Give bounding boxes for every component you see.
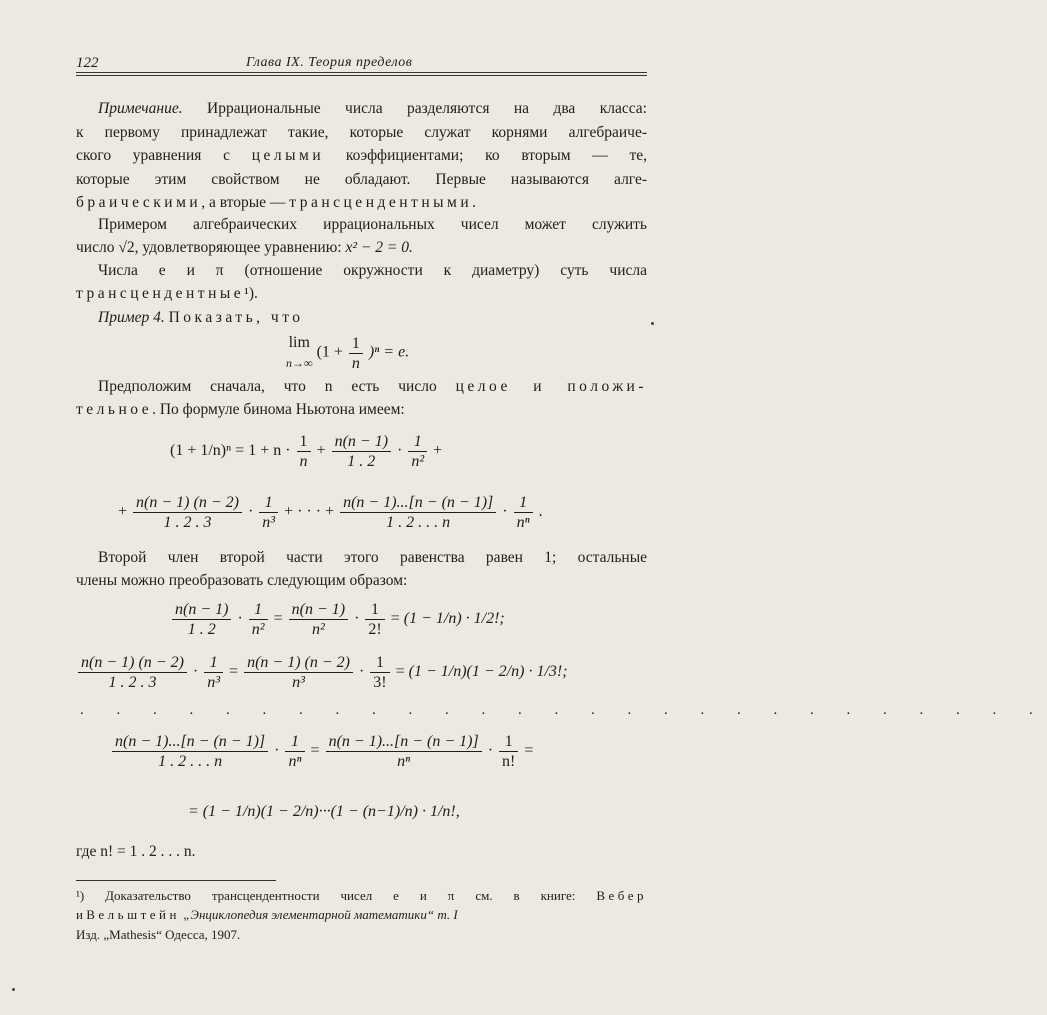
footnote-ref: ¹). [244,285,258,302]
header-rule-top [76,72,647,73]
second-term-line-2: члены можно преобразовать следующим образом: [76,572,408,589]
remark-line-3 [76,144,647,168]
remark-spaced-integers: целыми [251,147,325,164]
footnote-author-weber: Вебер [596,888,647,903]
assume-line-1 [98,375,647,399]
frac-num: 1 [249,600,268,620]
remark-text-5b: , а вторые — [201,194,290,211]
binomial-frac-3 [133,493,242,532]
remark-label: Примечание. [98,100,183,117]
page-number: 122 [76,55,99,71]
remark-text-3a: ского уравнения с [76,147,252,164]
frac-den: 3! [373,674,387,691]
assume-text-b: . По формуле бинома Ньютона имеем: [152,401,405,418]
tb-frac-3 [244,653,353,692]
footnote-and: и [76,907,87,922]
remark-line-5 [76,191,647,215]
frac-den: 1 . 2 . . . n [386,514,451,531]
footnote-rule [76,880,276,881]
frac-den: 1 . 2 . . . n [158,753,223,770]
example-sqrt-line-2 [76,236,647,260]
remark-line-1 [98,97,647,121]
frac-den: n³ [262,514,276,531]
frac-den: n² [411,453,425,470]
frac-num: 1 [204,653,223,673]
example-sqrt-line-1: Примером алгебраических иррациональных чисел может служить [98,216,647,233]
header-rule-bottom [76,75,647,76]
ta-frac-2 [249,600,268,639]
tb-frac-1 [78,653,187,692]
assume-line-2 [76,398,647,422]
spaced-transcendental: трансцендентные [76,285,245,302]
paper-speck [12,988,15,991]
frac-num: 1 [285,732,304,752]
tb-frac-4 [370,653,389,692]
frac-den: nⁿ [288,753,302,770]
frac-num: n(n − 1)...[n − (n − 1)] [112,732,268,752]
binomial-frac-3b [259,493,278,532]
tb-frac-2 [204,653,223,692]
frac-num: n(n − 1) (n − 2) [244,653,353,673]
frac-den: n² [311,621,325,638]
e-pi-line-1: Числа e и π (отношение окружности к диаметру) суть числа [98,262,647,279]
limit-den: n [351,354,360,372]
frac-den: nⁿ [397,753,411,770]
assume-spaced-integer: целое и положи- [455,378,647,395]
footnote-book-title: „Энциклопедия элементарной математики“ т. I [179,907,458,922]
binomial-frac-4 [340,493,496,532]
where-line: где n! = 1 . 2 . . . n. [76,843,196,860]
tc-frac-4 [499,732,518,771]
frac-num: n(n − 1) (n − 2) [133,493,242,513]
transform-a: $\frac{n(n - 1)}{1 . 2}$ · $\frac{1}{\text{n²}}$ = $\frac{n(n - 1)}{\text{n²}}$ · $\frac{1}{2!}$ = (1 − 1/n) · 1/2!; [170,600,505,639]
footnote-line-1 [76,886,647,905]
tc-frac-3 [326,732,482,771]
frac-num: 1 [408,432,427,452]
binomial-left: (1 + 1/n)ⁿ = 1 + n · [170,442,295,460]
footnote-line-3: Изд. „Mathesis“ Одесса, 1907. [76,927,241,942]
tb-right: (1 − 1/n)(1 − 2/n) · 1/3!; [408,663,568,681]
remark-text-1: Иррациональные числа разделяются на два класса: [207,100,647,117]
frac-num: n(n − 1) [172,600,231,620]
dotted-separator: . . . . . . . . . . . . . . . . . . . . . . . . . . . [80,702,1047,718]
transform-d: = (1 − 1/n)(1 − 2/n)···(1 − (n−1)/n) · 1/n!, [188,803,460,820]
frac-den: 1 . 2 [347,453,376,470]
frac-num: n(n − 1)...[n − (n − 1)] [326,732,482,752]
footnote-author-wellstein: Вельштейн [86,907,180,922]
frac-den: nⁿ [516,514,530,531]
ta-frac-1 [172,600,231,639]
frac-num: n(n − 1)...[n − (n − 1)] [340,493,496,513]
frac-num: 1 [365,600,384,620]
example-sqrt-text-a: число [76,239,119,256]
frac-num: 1 [499,732,518,752]
transform-b: $\frac{n(n - 1) (n - 2)}{1 . 2 . 3}$ · $\frac{1}{\text{n³}}$ = $\frac{n(n - 1) (n - 2)}{\text{n³}}$ · $\frac{1}{3!}$ = (1 − 1/n)(1 − 2/n) · 1/3!; [76,653,568,692]
ta-right: (1 − 1/n) · 1/2!; [403,610,505,628]
ta-frac-4 [365,600,384,639]
tc-frac-1 [112,732,268,771]
ta-frac-3 [289,600,348,639]
frac-den: 1 . 2 . 3 [108,674,157,691]
frac-den: 1 . 2 [187,621,216,638]
limit-open: (1 + [316,343,347,361]
frac-den: n [299,453,308,470]
binomial-frac-4b [514,493,533,532]
footnote-text-a: ¹) Доказательство трансцендентности чисел e и π см. в книге: [76,888,597,903]
tc-frac-2 [285,732,304,771]
frac-num: n(n − 1) [289,600,348,620]
binomial-line-1: (1 + 1/n)ⁿ = 1 + n · $\frac{1}{n}$ + $\frac{n(n - 1)}{1 . 2}$ · $\frac{1}{\text{n²}}$ + [170,433,443,470]
e-pi-line-2 [76,282,647,306]
limit-close: )ⁿ = e. [368,343,410,361]
assume-spaced-positive: тельное [76,401,153,418]
second-term-line-1: Второй член второй части этого равенства равен 1; остальные [98,549,647,566]
frac-num: 1 [259,493,278,513]
equation-x2: x² − 2 = 0. [345,239,413,256]
sqrt-two: √2, [118,239,139,256]
binomial-frac-2b [408,432,427,471]
limit-formula [286,333,409,373]
limit-fraction [349,334,363,373]
binomial-frac-1 [297,432,311,471]
example-sqrt-text-c: удовлетворяющее уравнению: [138,239,346,256]
frac-num: 1 [370,653,389,673]
frac-num: 1 [514,493,533,513]
assume-text-a: Предположим сначала, что n есть число [98,378,456,395]
lim-subscript: n→∞ [286,356,313,370]
frac-den: n³ [207,674,221,691]
footnote-line-2 [76,905,647,924]
remark-line-4: которые этим свойством не обладают. Первые называются алге- [76,171,647,188]
remark-line-2: к первому принадлежат такие, которые служат корнями алгебраиче- [76,124,647,141]
remark-text-3c: коэффициентами; ко вторым — те, [324,147,647,164]
running-head-title: Глава IX. Теория пределов [246,55,413,70]
frac-den: n² [251,621,265,638]
example-4-text: Показать, что [168,309,304,326]
frac-den: 2! [368,621,382,638]
frac-num: n(n − 1) (n − 2) [78,653,187,673]
remark-spaced-algebraic: браическими [76,194,202,211]
frac-den: n³ [292,674,305,691]
transform-c: $\frac{n(n - 1)...[n - (n - 1)]}{1 . 2 . . . n}$ · $\frac{1}{\text{nⁿ}}$ = $\frac{n(n - 1)...[n - (n - 1)]}{\text{nⁿ}}$ · $\frac{1}{n!}$ = [110,732,533,771]
frac-den: n! [502,753,516,770]
binomial-line-2: + $\frac{n(n - 1) (n - 2)}{1 . 2 . 3}$ · $\frac{1}{\text{n³}}$ + · · · + $\frac{n(n - 1)...[n - (n - 1)]}{1 . 2 . . . n}$ · $\frac{1}{\text{nⁿ}}$ . [118,494,543,531]
frac-den: 1 . 2 . 3 [163,514,212,531]
remark-spaced-transcendental: трансцендентными [289,194,473,211]
frac-num: n(n − 1) [332,432,391,452]
frac-num: 1 [297,432,311,452]
lim-word: lim [288,334,310,351]
remark-period: . [472,194,477,211]
example-4-label: Пример 4. [98,309,165,326]
limit-num: 1 [349,334,363,354]
binomial-frac-2 [332,432,391,471]
example-4-line [98,306,647,330]
paper-speck [651,322,654,325]
